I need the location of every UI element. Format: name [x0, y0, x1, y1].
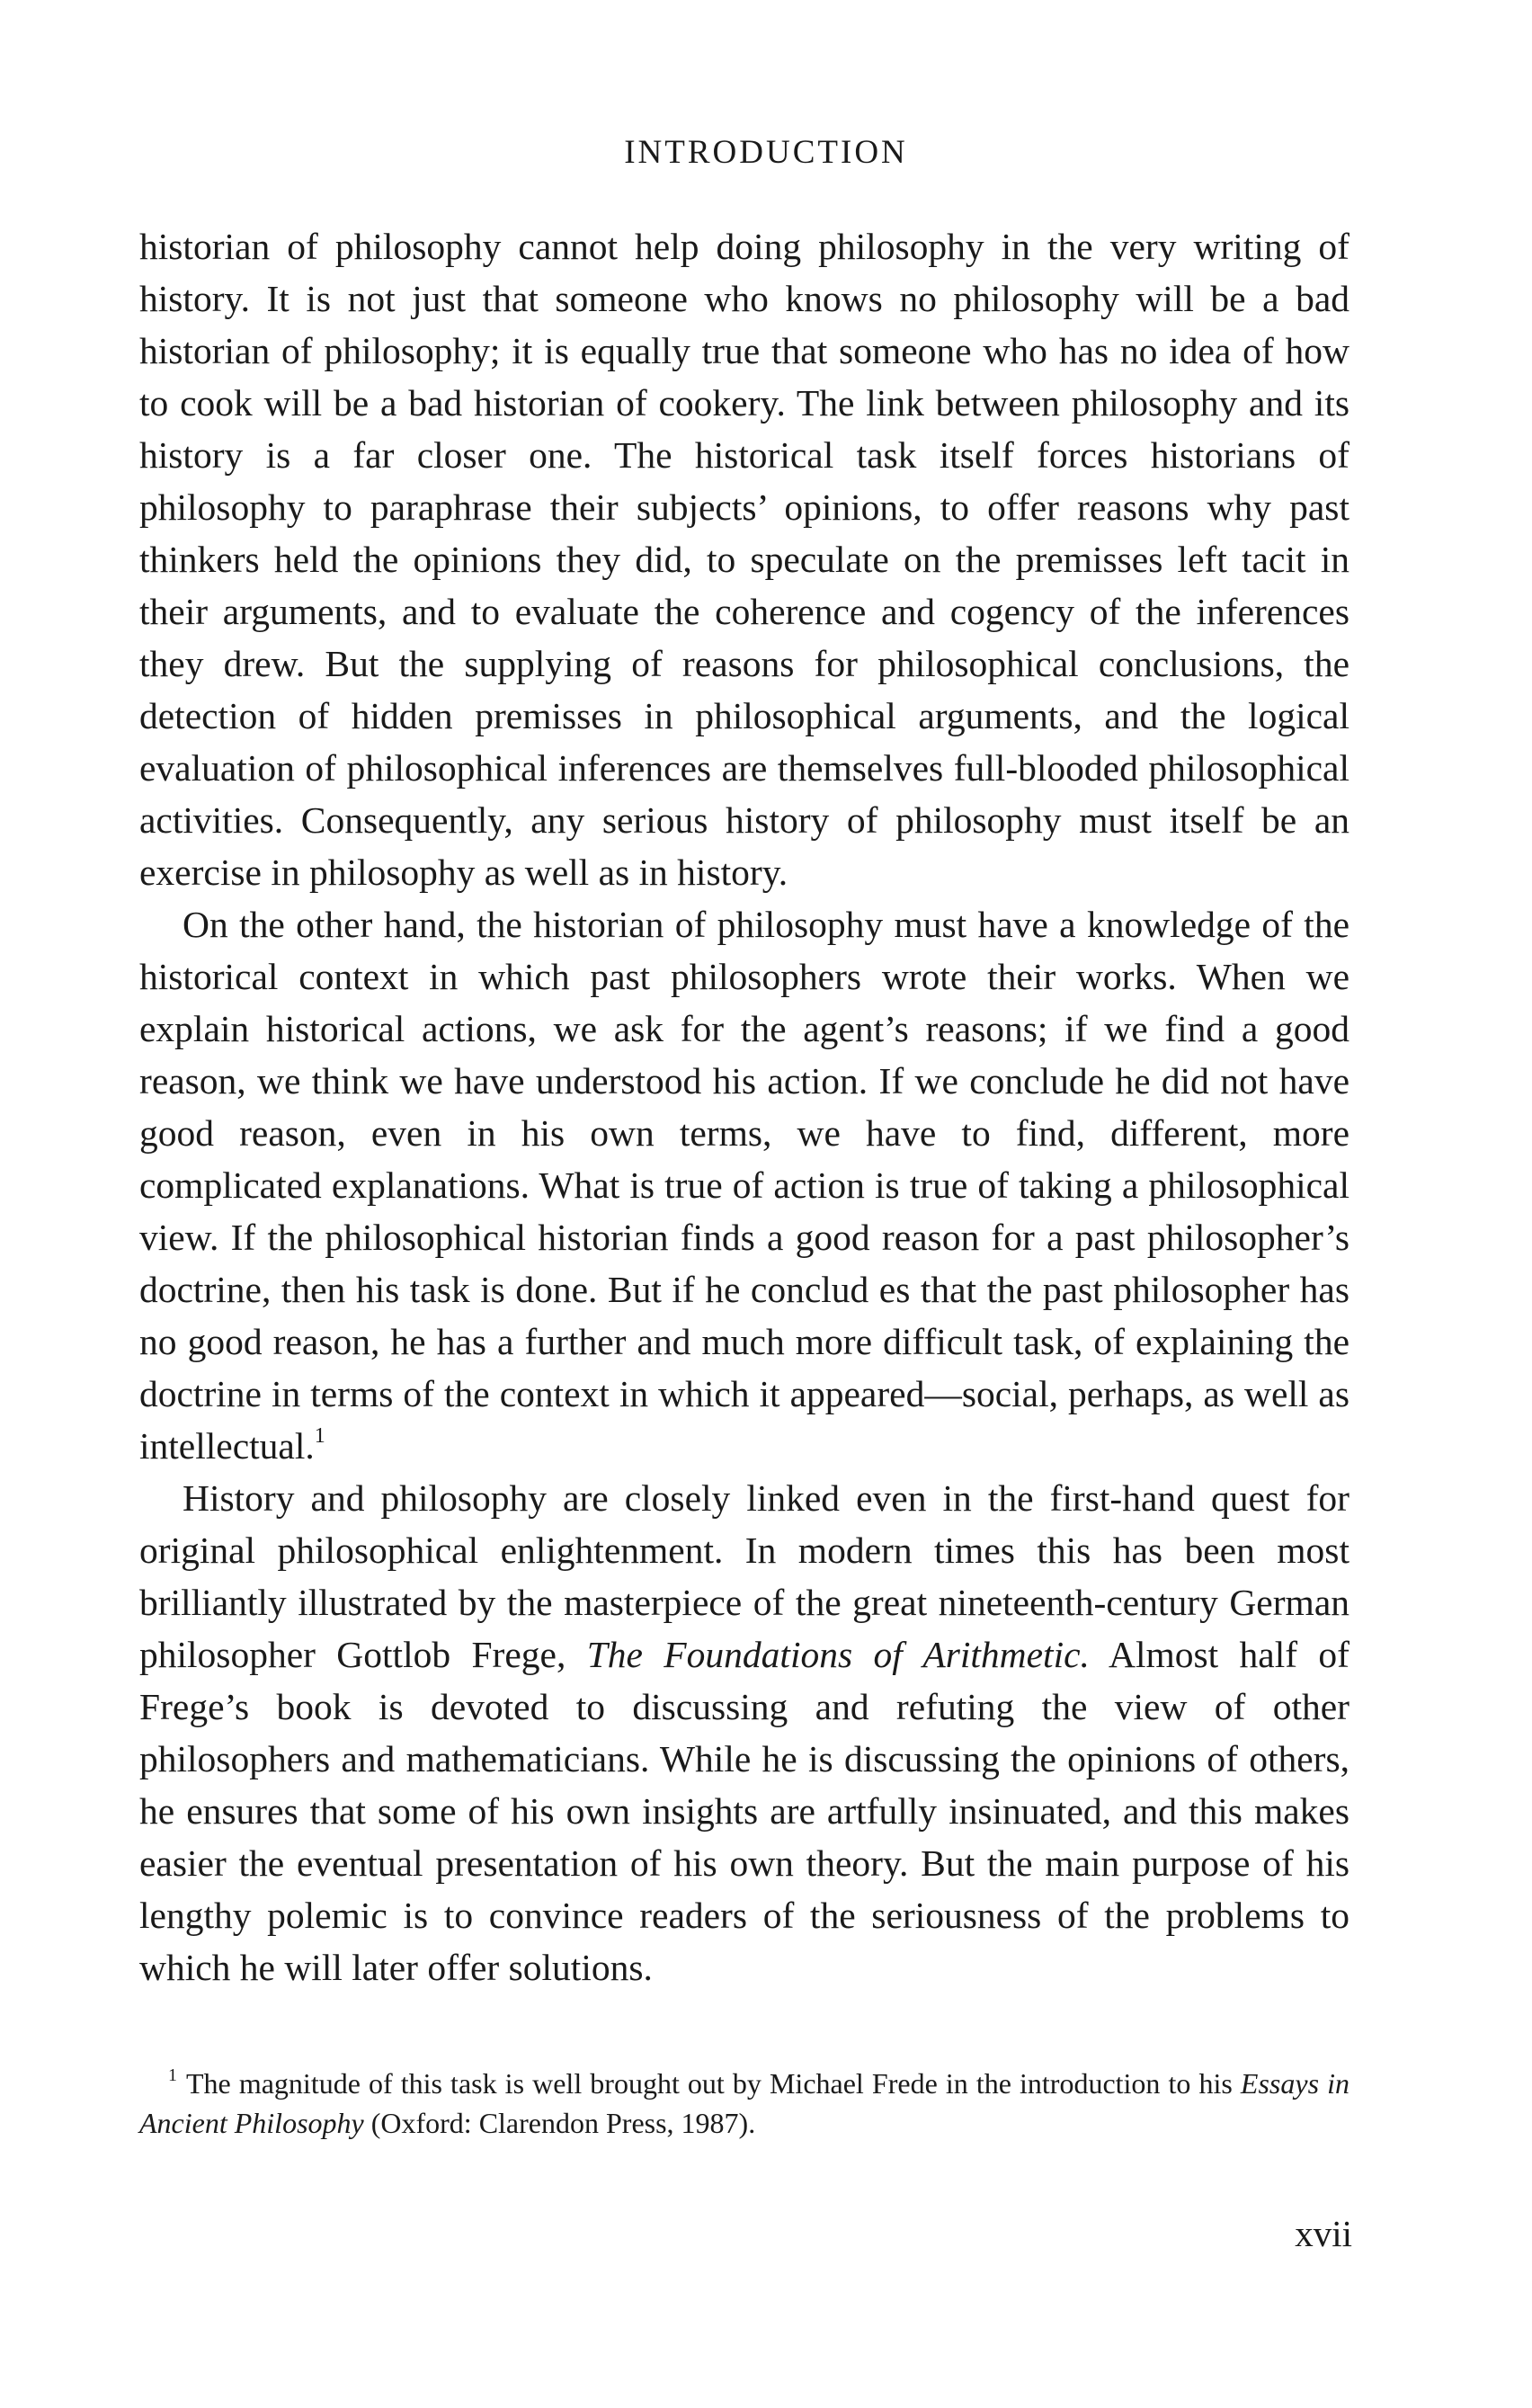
paragraph-2-text: On the other hand, the historian of philosophy must have a knowledge of the historical context in which past philosophers wrote their works. When we explain historical actions, we ask for the agent’s reasons; if we find a good reason, we think we have understood his action. If we conclude he did not have good reason, even in his own terms, we have to find, different, more complicated explanations. What is true of action is true of taking a philosophical view. If the philosophical historian finds a good reason for a past philosopher’s doctrine, then his task is done. But if he conclud es that the past philosopher has no good reason, he has a further and much more difficult task, of explaining the doctrine in terms of the context in which it appeared—social, perhaps, as well as intellectual. [139, 904, 1349, 1467]
footnotes [139, 2064, 1349, 2143]
book-title-foundations: The Foundations of Arithmetic. [586, 1634, 1090, 1675]
running-title: INTRODUCTION [624, 134, 908, 171]
book-title-essays: Essays in Ancient Philosophy [139, 2067, 1350, 2139]
footnote-text-end: (Oxford: Clarendon Press, 1987). [363, 2107, 756, 2139]
paragraph-3-text-start: History and philosophy are closely linked even in the first-hand quest for original philosophical enlightenment. In modern times this has been most brilliantly illustrated by the masterpiece of the great nineteenth-century German philosopher Gottlob Frege, [139, 1477, 1349, 1675]
paragraph-3-text-end: Almost half of Frege’s book is devoted to discussing and refuting the view of other philosophers and mathematicians. While he is discussing the opinions of others, he ensures that some of his own insights are artfully insinuated, and this makes easier the eventual presentation of his own theory. But the main purpose of his lengthy polemic is to convince readers of the seriousness of the problems to which he will later offer solutions. [139, 1634, 1349, 1988]
page-number: xvii [1295, 2213, 1352, 2254]
footnote-1 [139, 2064, 1349, 2143]
footnote-marker: 1 [168, 2065, 177, 2085]
body-text [139, 220, 1349, 1993]
footnote-text-start: The magnitude of this task is well brought out by Michael Frede in the introduction to his [186, 2067, 1241, 2100]
footnote-reference[interactable]: 1 [314, 1424, 325, 1448]
paragraph-1: historian of philosophy cannot help doing philosophy in the very writing of history. It is not just that someone who knows no philosophy will be a bad historian of philosophy; it is equally true that someone who has no idea of how to cook will be a bad historian of cookery. The link between philosophy and its history is a far closer one. The historical task itself forces historians of philosophy to paraphrase their subjects’ opinions, to offer reasons why past thinkers held the opinions they did, to speculate on the premisses left tacit in their arguments, and to evaluate the coherence and cogency of the inferences they drew. But the supplying of reasons for philosophical conclusions, the detection of hidden premisses in philosophical arguments, and the logical evaluation of philosophical inferences are themselves full-blooded philosophical activities. Consequently, any serious history of philosophy must itself be an exercise in philosophy as well as in history. [139, 226, 1349, 893]
paragraph-3 [139, 1472, 1349, 1993]
paragraph-2 [139, 898, 1349, 1472]
